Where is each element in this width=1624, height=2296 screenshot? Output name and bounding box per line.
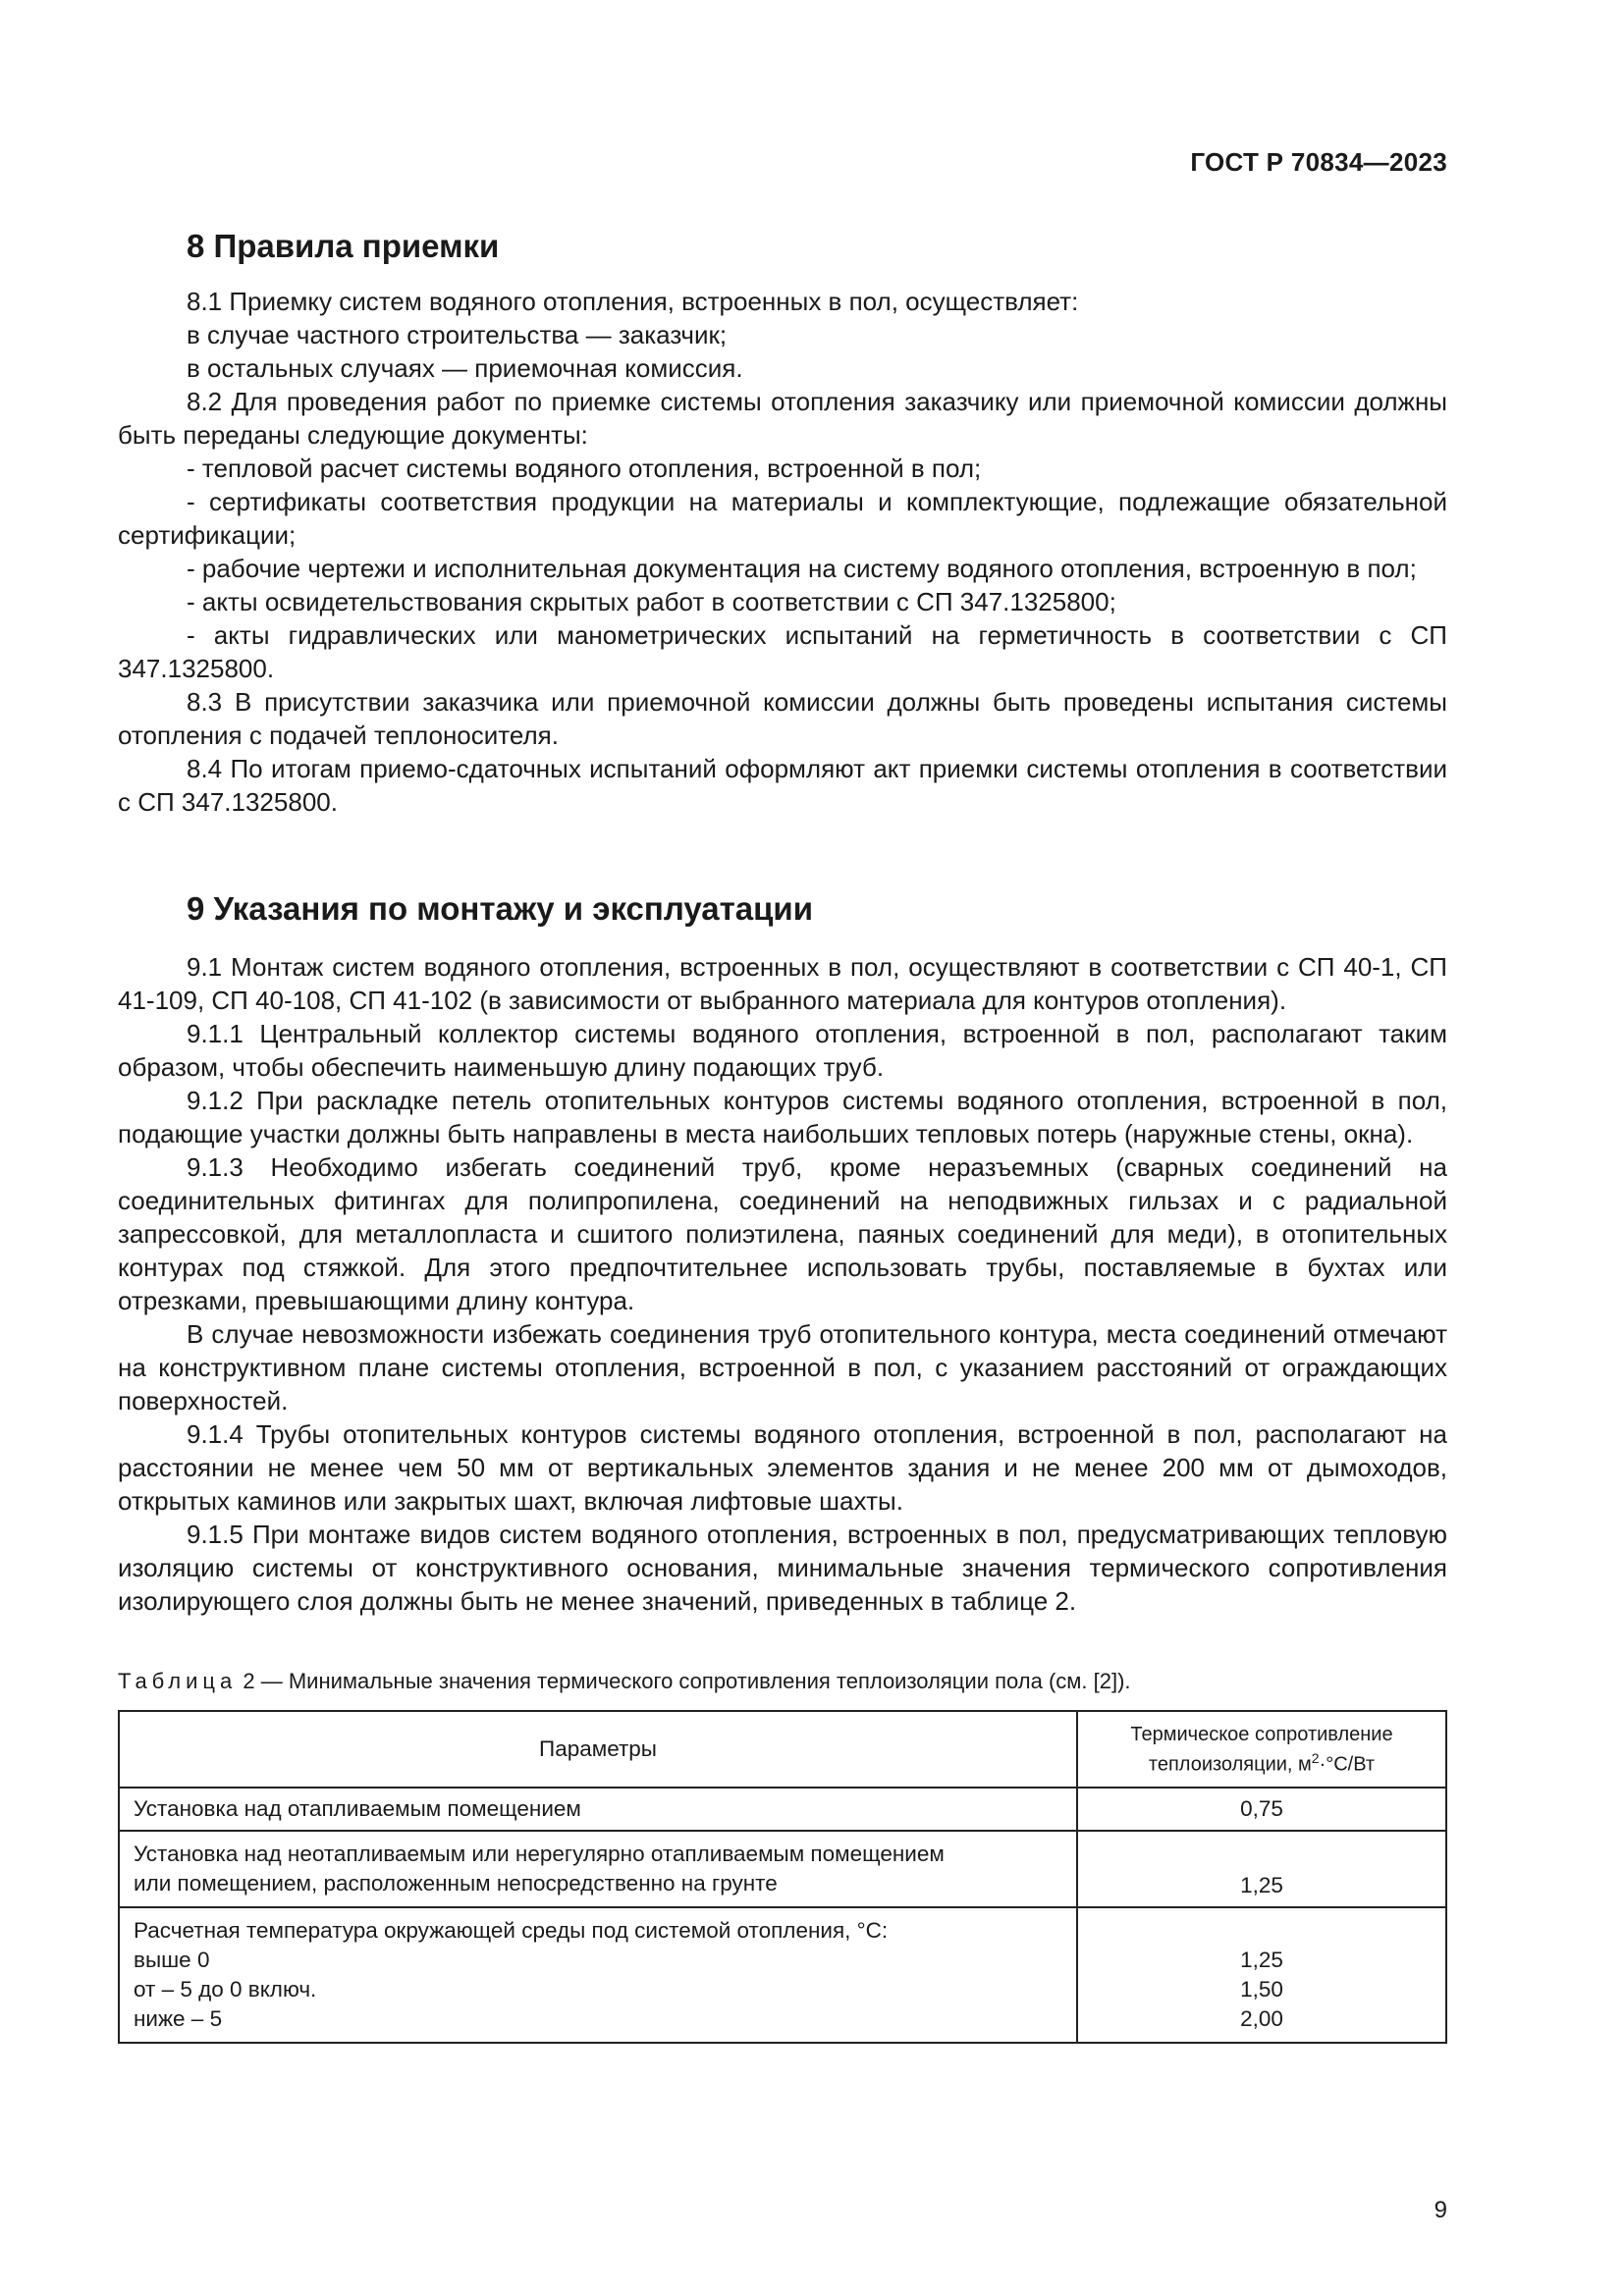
paragraph: 8.1 Приемку систем водяного отопления, встроенных в пол, осуществляет:	[187, 287, 1079, 316]
section-9-body	[118, 950, 1447, 1618]
paragraph: в остальных случаях — приемочная комиссия.	[187, 353, 743, 383]
table-cell-parameter	[119, 1788, 1077, 1831]
list-item: - рабочие чертежи и исполнительная документация на систему водяного отопления, встроенную в пол;	[187, 554, 1417, 583]
column-header-value-unit: ·°С/Вт	[1319, 1753, 1376, 1776]
value-line: 1,25	[1240, 1948, 1283, 1972]
parameter-line: выше 0	[134, 1948, 210, 1972]
parameter-line: Установка над отапливаемым помещением	[134, 1796, 581, 1821]
value-line: 2,00	[1240, 2006, 1283, 2031]
list-item: - акты гидравлических или манометрических испытаний на герметичность в соответствии с СП 347.1325800.	[118, 620, 1447, 683]
paragraph: В случае невозможности избежать соединения труб отопительного контура, места соединений отмечают на конструктивном плане системы отопления, встроенной в пол, с указанием расстояний от ограждающих поверхностей.	[118, 1319, 1447, 1415]
table-caption-label: Таблица	[118, 1669, 238, 1693]
parameter-line: Установка над неотапливаемым или нерегулярно отапливаемым помещением	[134, 1842, 945, 1866]
table-cell-value	[1077, 1788, 1446, 1831]
thermal-resistance-table	[118, 1710, 1447, 2044]
paragraph: 9.1 Монтаж систем водяного отопления, встроенных в пол, осуществляют в соответствии с СП 40-1, СП 41-109, СП 40-108, СП 41-102 (в зависимости от выбранного материала для контуров отопления).	[118, 952, 1447, 1015]
column-header-value	[1077, 1711, 1446, 1788]
table-cell-value	[1077, 1831, 1446, 1907]
list-item: - сертификаты соответствия продукции на материалы и комплектующие, подлежащие обязательной сертификации;	[118, 487, 1447, 550]
table-caption	[118, 1669, 1447, 1694]
paragraph: 8.2 Для проведения работ по приемке системы отопления заказчику или приемочной комиссии должны быть переданы следующие документы:	[118, 387, 1447, 450]
paragraph: 8.3 В присутствии заказчика или приемочной комиссии должны быть проведены испытания системы отопления с подачей теплоносителя.	[118, 687, 1447, 750]
paragraph: 9.1.1 Центральный коллектор системы водяного отопления, встроенной в пол, располагают таким образом, чтобы обеспечить наименьшую длину подающих труб.	[118, 1019, 1447, 1082]
table-row	[119, 1907, 1446, 2043]
section-8-body	[118, 285, 1447, 819]
table-header-row	[119, 1711, 1446, 1788]
paragraph: 8.4 По итогам приемо-сдаточных испытаний оформляют акт приемки системы отопления в соответствии с СП 347.1325800.	[118, 754, 1447, 817]
paragraph: 9.1.2 При раскладке петель отопительных контуров системы водяного отопления, встроенной в пол, подающие участки должны быть направлены в места наибольших тепловых потерь (наружные стены, окна).	[118, 1086, 1447, 1148]
paragraph: 9.1.5 При монтаже видов систем водяного отопления, встроенных в пол, предусматривающих тепловую изоляцию системы от конструктивного основания, минимальные значения термического сопротивления изолирующего слоя должны быть не менее значений, приведенных в таблице 2.	[118, 1520, 1447, 1616]
section-8-title: 8 Правила приемки	[187, 228, 500, 264]
value-line: 0,75	[1240, 1796, 1283, 1821]
page-number: 9	[1434, 2197, 1447, 2223]
parameter-line: или помещением, расположенным непосредственно на грунте	[134, 1871, 778, 1896]
list-item: - акты освидетельствования скрытых работ в соответствии с СП 347.1325800;	[187, 587, 1116, 616]
value-line: 1,25	[1240, 1873, 1283, 1897]
value-line: 1,50	[1240, 1977, 1283, 2002]
table-row	[119, 1831, 1446, 1907]
table-cell-parameter	[119, 1907, 1077, 2043]
column-header-value-line1: Термическое сопротивление	[1130, 1723, 1393, 1745]
paragraph: 9.1.4 Трубы отопительных контуров системы водяного отопления, встроенной в пол, располагают на расстоянии не менее чем 50 мм от вертикальных элементов здания и не менее 200 мм от дымоходов, открытых каминов или закрытых шахт, включая лифтовые шахты.	[118, 1419, 1447, 1516]
table-cell-value	[1077, 1907, 1446, 2043]
parameter-line: ниже – 5	[134, 2006, 223, 2031]
table-cell-parameter	[119, 1831, 1077, 1907]
table-caption-text: 2 — Минимальные значения термического сопротивления теплоизоляции пола (см. [2]).	[237, 1669, 1131, 1693]
column-header-value-line2: теплоизоляции, м	[1148, 1753, 1312, 1776]
parameter-line: от – 5 до 0 включ.	[134, 1977, 317, 2002]
section-9-title: 9 Указания по монтажу и эксплуатации	[187, 890, 814, 927]
unit-superscript: 2	[1311, 1749, 1320, 1766]
table-row	[119, 1788, 1446, 1831]
parameter-line: Расчетная температура окружающей среды под системой отопления, °С:	[134, 1918, 889, 1943]
paragraph: 9.1.3 Необходимо избегать соединений труб, кроме неразъемных (сварных соединений на соединительных фитингах для полипропилена, соединений на неподвижных гильзах и с радиальной запрессовкой, для металлопласта и сшитого полиэтилена, паяных соединений для меди), в отопительных контурах под стяжкой. Для этого предпочтительнее использовать трубы, поставляемые в бухтах или отрезками, превышающими длину контура.	[118, 1152, 1447, 1315]
document-code: ГОСТ Р 70834—2023	[1190, 147, 1447, 177]
paragraph: в случае частного строительства — заказчик;	[187, 320, 728, 349]
list-item: - тепловой расчет системы водяного отопления, встроенной в пол;	[187, 454, 982, 483]
column-header-parameters: Параметры	[119, 1711, 1077, 1788]
